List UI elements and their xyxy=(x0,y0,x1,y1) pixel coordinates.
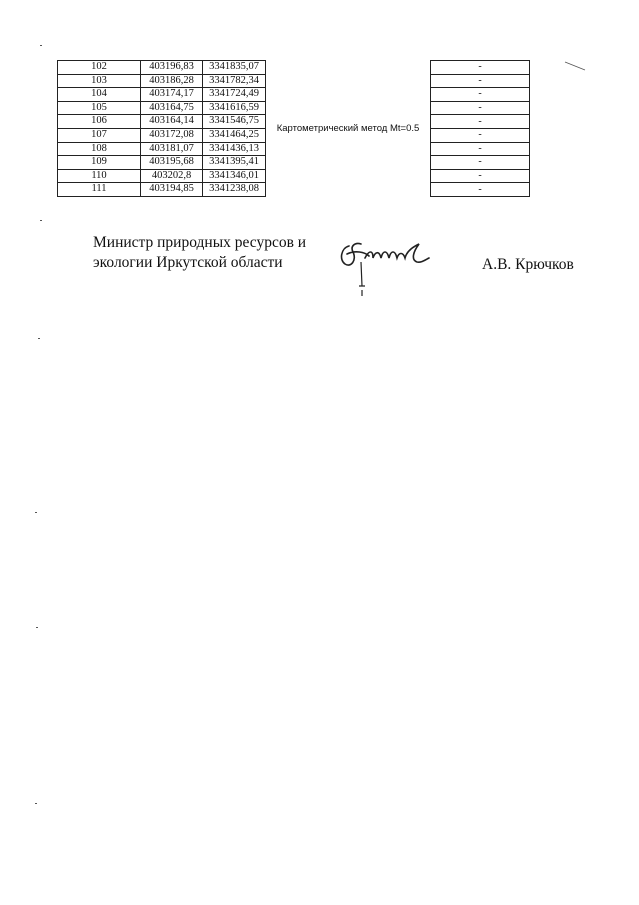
scan-speck xyxy=(35,803,37,804)
y-coordinate-cell: 3341724,49 xyxy=(203,88,266,102)
x-coordinate-cell: 403164,14 xyxy=(141,115,203,129)
accuracy-value-cell: - xyxy=(431,61,530,75)
y-coordinate-cell: 3341464,25 xyxy=(203,128,266,142)
signatory-title-line-1: Министр природных ресурсов и xyxy=(93,234,307,251)
accuracy-value-cell: - xyxy=(431,74,530,88)
point-number-cell: 108 xyxy=(58,142,141,156)
y-coordinate-cell: 3341238,08 xyxy=(203,183,266,197)
scan-speck xyxy=(38,338,40,339)
accuracy-value-cell: - xyxy=(431,142,530,156)
point-number-cell: 104 xyxy=(58,88,141,102)
y-coordinate-cell: 3341546,75 xyxy=(203,115,266,129)
accuracy-value-cell: - xyxy=(431,101,530,115)
signatory-title-line-2: экологии Иркутской области xyxy=(93,254,283,271)
accuracy-value-cell: - xyxy=(431,169,530,183)
scan-speck xyxy=(40,45,42,46)
y-coordinate-cell: 3341346,01 xyxy=(203,169,266,183)
accuracy-value-cell: - xyxy=(431,115,530,129)
signer-name: А.В. Крючков xyxy=(482,256,574,273)
point-number-cell: 106 xyxy=(58,115,141,129)
point-number-cell: 109 xyxy=(58,156,141,170)
handwritten-signature xyxy=(335,238,435,304)
x-coordinate-cell: 403196,83 xyxy=(141,61,203,75)
x-coordinate-cell: 403164,75 xyxy=(141,101,203,115)
y-coordinate-cell: 3341782,34 xyxy=(203,74,266,88)
accuracy-value-cell: - xyxy=(431,183,530,197)
scan-mark xyxy=(563,60,587,72)
y-coordinate-cell: 3341616,59 xyxy=(203,101,266,115)
x-coordinate-cell: 403195,68 xyxy=(141,156,203,170)
y-coordinate-cell: 3341395,41 xyxy=(203,156,266,170)
accuracy-value-cell: - xyxy=(431,156,530,170)
accuracy-value-cell: - xyxy=(431,88,530,102)
point-number-cell: 105 xyxy=(58,101,141,115)
y-coordinate-cell: 3341835,07 xyxy=(203,61,266,75)
x-coordinate-cell: 403194,85 xyxy=(141,183,203,197)
point-number-cell: 107 xyxy=(58,128,141,142)
y-coordinate-cell: 3341436,13 xyxy=(203,142,266,156)
coordinates-table xyxy=(57,60,530,197)
x-coordinate-cell: 403181,07 xyxy=(141,142,203,156)
point-number-cell: 110 xyxy=(58,169,141,183)
x-coordinate-cell: 403172,08 xyxy=(141,128,203,142)
point-number-cell: 103 xyxy=(58,74,141,88)
point-number-cell: 111 xyxy=(58,183,141,197)
point-number-cell: 102 xyxy=(58,61,141,75)
signatory-title xyxy=(93,233,306,273)
x-coordinate-cell: 403186,28 xyxy=(141,74,203,88)
accuracy-value-cell: - xyxy=(431,128,530,142)
scan-speck xyxy=(35,512,37,513)
x-coordinate-cell: 403174,17 xyxy=(141,88,203,102)
scan-speck xyxy=(36,627,38,628)
x-coordinate-cell: 403202,8 xyxy=(141,169,203,183)
scan-speck xyxy=(40,220,42,221)
table-row xyxy=(58,61,530,75)
method-note-cell: Картометрический метод Mt=0.5 xyxy=(266,61,431,197)
